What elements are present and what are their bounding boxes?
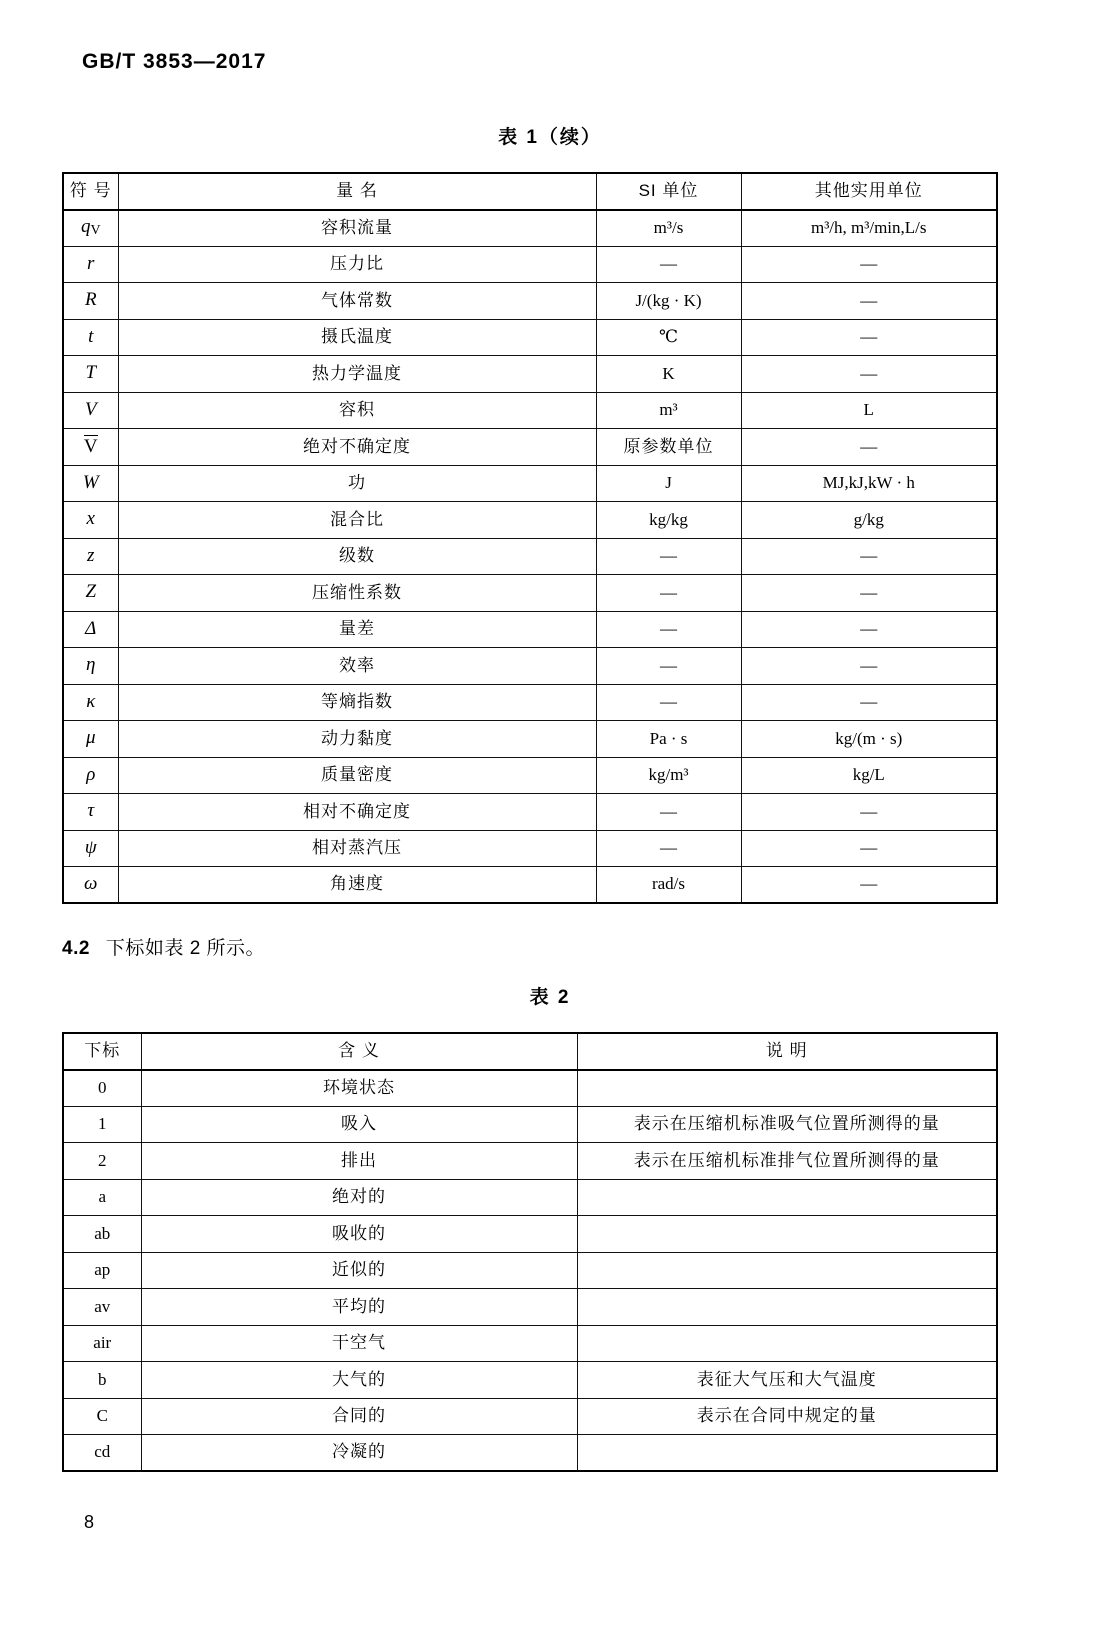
other-unit: MJ,kJ,kW · h xyxy=(741,465,997,502)
subscript-symbol: b xyxy=(63,1362,141,1399)
table-row xyxy=(63,392,997,429)
quantity-symbol: x xyxy=(63,502,118,539)
quantity-name: 质量密度 xyxy=(118,757,596,794)
other-unit: — xyxy=(741,283,997,320)
table-row xyxy=(63,283,997,320)
section-number: 4.2 xyxy=(62,938,90,959)
quantity-name: 角速度 xyxy=(118,867,596,904)
table-row xyxy=(63,648,997,685)
table2-column-header: 含 义 xyxy=(141,1033,577,1070)
other-unit: — xyxy=(741,356,997,393)
subscript-note: 表示在压缩机标准排气位置所测得的量 xyxy=(577,1143,997,1180)
subscript-note: 表征大气压和大气温度 xyxy=(577,1362,997,1399)
table-row xyxy=(63,502,997,539)
quantity-name: 绝对不确定度 xyxy=(118,429,596,466)
subscript-meaning: 绝对的 xyxy=(141,1179,577,1216)
quantity-symbol: ρ xyxy=(63,757,118,794)
quantity-symbol: z xyxy=(63,538,118,575)
table1-column-header: 其他实用单位 xyxy=(741,173,997,210)
quantity-symbol: W xyxy=(63,465,118,502)
other-unit: kg/L xyxy=(741,757,997,794)
subscripts-table xyxy=(62,1032,998,1472)
other-unit: — xyxy=(741,538,997,575)
other-unit: L xyxy=(741,392,997,429)
subscript-symbol: C xyxy=(63,1398,141,1435)
quantity-name: 压缩性系数 xyxy=(118,575,596,612)
table-row xyxy=(63,1435,997,1472)
subscript-symbol: cd xyxy=(63,1435,141,1472)
standard-header: GB/T 3853—2017 xyxy=(82,50,267,73)
si-unit: rad/s xyxy=(596,867,741,904)
table2-column-header: 下标 xyxy=(63,1033,141,1070)
si-unit: — xyxy=(596,575,741,612)
si-unit: — xyxy=(596,611,741,648)
si-unit: Pa · s xyxy=(596,721,741,758)
other-unit: m³/h, m³/min,L/s xyxy=(741,210,997,247)
si-unit: — xyxy=(596,538,741,575)
quantity-symbol: V xyxy=(63,429,118,466)
subscript-symbol: 0 xyxy=(63,1070,141,1107)
table-row xyxy=(63,830,997,867)
table-row xyxy=(63,1179,997,1216)
quantities-table xyxy=(62,172,998,904)
quantity-name: 混合比 xyxy=(118,502,596,539)
si-unit: m³ xyxy=(596,392,741,429)
subscript-symbol: air xyxy=(63,1325,141,1362)
table2-column-header: 说 明 xyxy=(577,1033,997,1070)
subscript-symbol: 2 xyxy=(63,1143,141,1180)
quantity-symbol: κ xyxy=(63,684,118,721)
subscript-symbol: ap xyxy=(63,1252,141,1289)
other-unit: — xyxy=(741,575,997,612)
si-unit: J xyxy=(596,465,741,502)
quantity-name: 等熵指数 xyxy=(118,684,596,721)
si-unit: K xyxy=(596,356,741,393)
page-number: 8 xyxy=(84,1512,95,1532)
table1-column-header: SI 单位 xyxy=(596,173,741,210)
si-unit: 原参数单位 xyxy=(596,429,741,466)
subscript-meaning: 近似的 xyxy=(141,1252,577,1289)
table-row xyxy=(63,611,997,648)
si-unit: — xyxy=(596,830,741,867)
table-row xyxy=(63,210,997,247)
si-unit: m³/s xyxy=(596,210,741,247)
table-row xyxy=(63,1070,997,1107)
table-row xyxy=(63,429,997,466)
si-unit: kg/kg xyxy=(596,502,741,539)
table-row xyxy=(63,757,997,794)
quantity-symbol: V xyxy=(63,392,118,429)
quantity-name: 量差 xyxy=(118,611,596,648)
quantity-name: 压力比 xyxy=(118,246,596,283)
subscript-symbol: av xyxy=(63,1289,141,1326)
other-unit: — xyxy=(741,684,997,721)
section-4-2 xyxy=(62,933,265,960)
quantity-symbol: Δ xyxy=(63,611,118,648)
subscript-meaning: 环境状态 xyxy=(141,1070,577,1107)
quantity-symbol: τ xyxy=(63,794,118,831)
table2-caption: 表 2 xyxy=(529,987,571,1008)
section-text: 下标如表 2 所示。 xyxy=(105,938,266,959)
si-unit: — xyxy=(596,648,741,685)
subscript-meaning: 吸入 xyxy=(141,1106,577,1143)
subscript-note xyxy=(577,1070,997,1107)
table-row xyxy=(63,1398,997,1435)
table-row xyxy=(63,794,997,831)
table-row xyxy=(63,1143,997,1180)
subscript-note xyxy=(577,1325,997,1362)
table-row xyxy=(63,319,997,356)
quantity-name: 容积流量 xyxy=(118,210,596,247)
subscript-note xyxy=(577,1252,997,1289)
subscript-meaning: 合同的 xyxy=(141,1398,577,1435)
si-unit: — xyxy=(596,246,741,283)
other-unit: — xyxy=(741,429,997,466)
quantity-symbol: ψ xyxy=(63,830,118,867)
quantity-symbol: μ xyxy=(63,721,118,758)
table-row xyxy=(63,1252,997,1289)
table-row xyxy=(63,465,997,502)
subscript-note: 表示在压缩机标准吸气位置所测得的量 xyxy=(577,1106,997,1143)
subscript-meaning: 冷凝的 xyxy=(141,1435,577,1472)
other-unit: kg/(m · s) xyxy=(741,721,997,758)
si-unit: — xyxy=(596,684,741,721)
quantity-name: 气体常数 xyxy=(118,283,596,320)
table1-column-header: 符 号 xyxy=(63,173,118,210)
quantity-symbol: r xyxy=(63,246,118,283)
si-unit: ℃ xyxy=(596,319,741,356)
other-unit: — xyxy=(741,611,997,648)
table-row xyxy=(63,684,997,721)
quantity-name: 相对蒸汽压 xyxy=(118,830,596,867)
subscript-note xyxy=(577,1289,997,1326)
table-row xyxy=(63,1216,997,1253)
subscript-meaning: 平均的 xyxy=(141,1289,577,1326)
quantity-symbol: qV xyxy=(63,210,118,247)
subscript-note xyxy=(577,1216,997,1253)
subscript-meaning: 吸收的 xyxy=(141,1216,577,1253)
table-row xyxy=(63,246,997,283)
quantity-symbol: T xyxy=(63,356,118,393)
other-unit: — xyxy=(741,319,997,356)
subscript-note xyxy=(577,1179,997,1216)
other-unit: — xyxy=(741,648,997,685)
table1-column-header: 量 名 xyxy=(118,173,596,210)
table-row xyxy=(63,1106,997,1143)
table-row xyxy=(63,867,997,904)
si-unit: J/(kg · K) xyxy=(596,283,741,320)
table-row xyxy=(63,1325,997,1362)
subscript-meaning: 干空气 xyxy=(141,1325,577,1362)
other-unit: — xyxy=(741,830,997,867)
subscript-meaning: 大气的 xyxy=(141,1362,577,1399)
table-row xyxy=(63,575,997,612)
other-unit: — xyxy=(741,867,997,904)
subscript-symbol: ab xyxy=(63,1216,141,1253)
table-row xyxy=(63,1362,997,1399)
quantity-name: 热力学温度 xyxy=(118,356,596,393)
quantity-symbol: R xyxy=(63,283,118,320)
quantity-name: 级数 xyxy=(118,538,596,575)
table1-caption: 表 1（续） xyxy=(498,127,602,148)
si-unit: kg/m³ xyxy=(596,757,741,794)
subscript-symbol: a xyxy=(63,1179,141,1216)
quantity-name: 功 xyxy=(118,465,596,502)
table-row xyxy=(63,538,997,575)
table1-header-row xyxy=(63,173,997,210)
quantity-name: 摄氏温度 xyxy=(118,319,596,356)
subscript-meaning: 排出 xyxy=(141,1143,577,1180)
other-unit: — xyxy=(741,794,997,831)
si-unit: — xyxy=(596,794,741,831)
quantity-symbol: η xyxy=(63,648,118,685)
quantity-symbol: t xyxy=(63,319,118,356)
quantity-symbol: ω xyxy=(63,867,118,904)
quantity-name: 容积 xyxy=(118,392,596,429)
subscript-symbol: 1 xyxy=(63,1106,141,1143)
other-unit: — xyxy=(741,246,997,283)
quantity-name: 效率 xyxy=(118,648,596,685)
table2-header-row xyxy=(63,1033,997,1070)
table-row xyxy=(63,721,997,758)
quantity-name: 相对不确定度 xyxy=(118,794,596,831)
table-row xyxy=(63,356,997,393)
quantity-name: 动力黏度 xyxy=(118,721,596,758)
subscript-note xyxy=(577,1435,997,1472)
subscript-note: 表示在合同中规定的量 xyxy=(577,1398,997,1435)
quantity-symbol: Z xyxy=(63,575,118,612)
table-row xyxy=(63,1289,997,1326)
other-unit: g/kg xyxy=(741,502,997,539)
